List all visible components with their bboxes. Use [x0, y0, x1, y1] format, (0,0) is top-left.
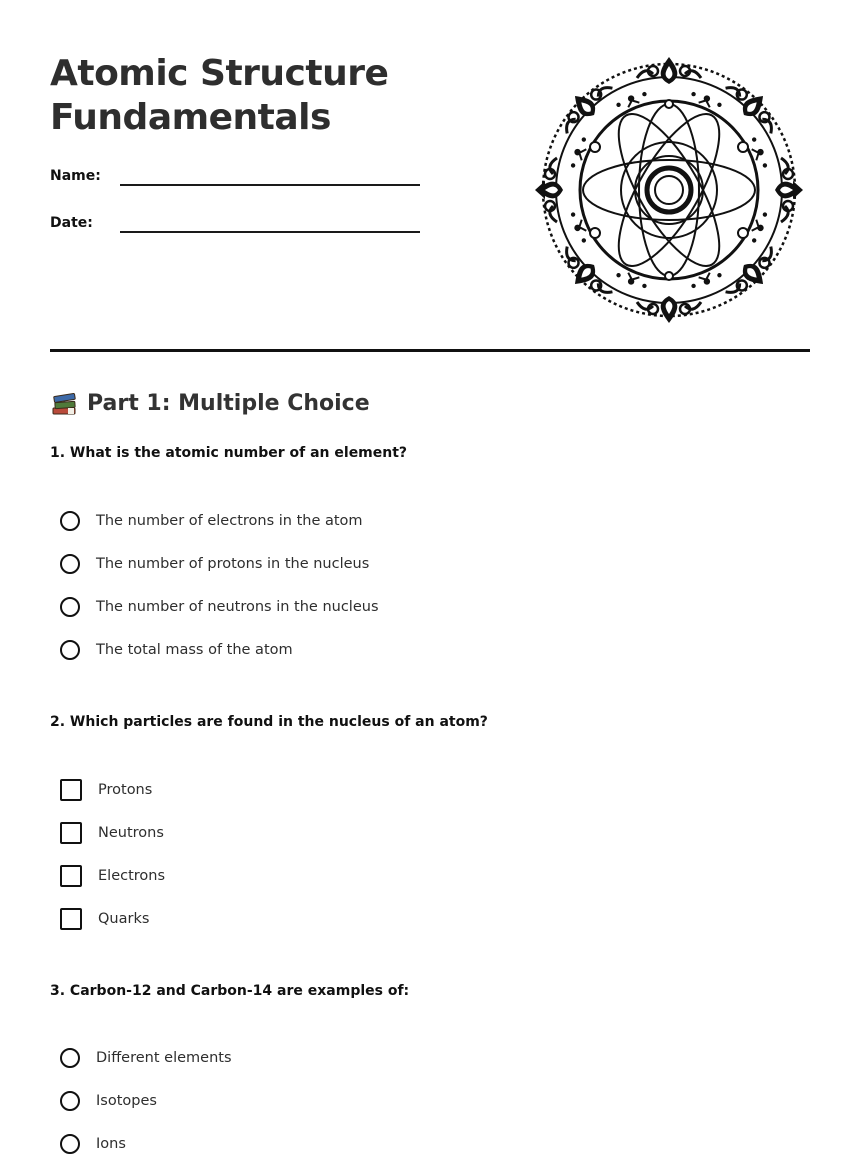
checkbox[interactable]: [60, 908, 82, 930]
q2-option-4[interactable]: [60, 906, 149, 932]
option-label: The number of neutrons in the nucleus: [96, 599, 379, 615]
q3-option-1[interactable]: [60, 1045, 232, 1071]
name-field[interactable]: [50, 162, 420, 192]
radio-button[interactable]: [60, 1048, 80, 1068]
title-line-2: Fundamentals: [50, 97, 331, 138]
date-blank-line[interactable]: [120, 231, 420, 233]
option-label: The total mass of the atom: [96, 642, 293, 658]
q3-option-3[interactable]: [60, 1131, 126, 1157]
header-divider: [50, 349, 810, 352]
checkbox[interactable]: [60, 865, 82, 887]
q1-option-1[interactable]: [60, 508, 363, 534]
q2-option-2[interactable]: [60, 820, 164, 846]
worksheet-title: [50, 52, 388, 140]
radio-button[interactable]: [60, 511, 80, 531]
radio-button[interactable]: [60, 640, 80, 660]
q1-option-4[interactable]: [60, 637, 293, 663]
q1-option-2[interactable]: [60, 551, 369, 577]
date-field[interactable]: [50, 209, 420, 239]
option-label: The number of protons in the nucleus: [96, 556, 370, 572]
name-label: Name:: [50, 168, 101, 184]
q1-option-3[interactable]: [60, 594, 379, 620]
question-1: 1. What is the atomic number of an element?: [50, 445, 408, 461]
option-label: Protons: [98, 782, 153, 798]
question-2: 2. Which particles are found in the nucleus of an atom?: [50, 714, 488, 730]
option-label: Quarks: [98, 911, 150, 927]
q2-option-3[interactable]: [60, 863, 165, 889]
checkbox[interactable]: [60, 779, 82, 801]
title-line-1: Atomic Structure: [50, 53, 389, 94]
radio-button[interactable]: [60, 554, 80, 574]
books-icon: [50, 390, 78, 418]
radio-button[interactable]: [60, 597, 80, 617]
option-label: Isotopes: [96, 1093, 157, 1109]
checkbox[interactable]: [60, 822, 82, 844]
q2-option-1[interactable]: [60, 777, 152, 803]
date-label: Date:: [50, 215, 93, 231]
question-3: 3. Carbon-12 and Carbon-14 are examples of:: [50, 983, 410, 999]
name-blank-line[interactable]: [120, 184, 420, 186]
atom-mandala-icon: [533, 55, 805, 325]
option-label: Neutrons: [98, 825, 164, 841]
section-heading: [50, 388, 370, 420]
section-title: Part 1: Multiple Choice: [87, 391, 370, 416]
option-label: Ions: [96, 1136, 126, 1152]
radio-button[interactable]: [60, 1134, 80, 1154]
option-label: Different elements: [96, 1050, 232, 1066]
radio-button[interactable]: [60, 1091, 80, 1111]
option-label: Electrons: [98, 868, 166, 884]
q3-option-2[interactable]: [60, 1088, 157, 1114]
option-label: The number of electrons in the atom: [96, 513, 363, 529]
